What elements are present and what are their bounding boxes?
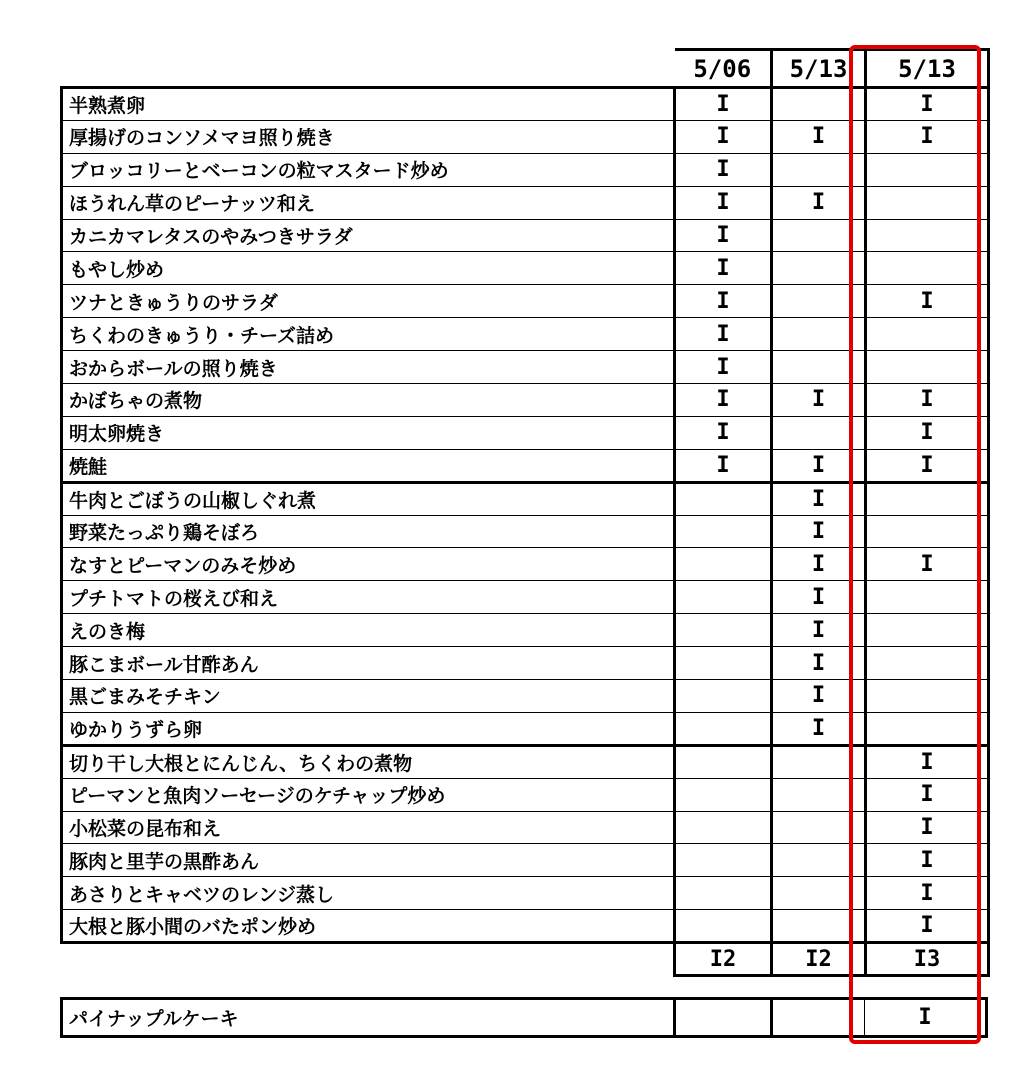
count-cell-2: I [772,647,866,680]
count-cell-1: I [675,252,772,285]
count-cell-2: I [772,614,866,647]
count-cell-2 [772,153,866,186]
item-name: ゆかりうずら卵 [62,712,675,745]
count-cell-3: I [866,778,989,811]
count-cell-2: I [772,384,866,417]
count-cell-2 [772,318,866,351]
count-cell-2 [772,416,866,449]
item-name: 豚肉と里芋の黒酢あん [62,844,675,877]
menu-table [60,48,990,977]
table-row [62,285,989,318]
count-cell-1 [675,614,772,647]
item-name: おからボールの照り焼き [62,351,675,384]
count-cell-1 [675,877,772,910]
table-row [62,778,989,811]
count-cell-1 [675,515,772,548]
count-cell-1 [675,548,772,581]
table-row [62,581,989,614]
count-cell-3 [866,680,989,713]
count-cell-2 [772,778,866,811]
count-cell-1: I [675,384,772,417]
count-cell-1: I [675,88,772,121]
extra-item-cell-1 [675,999,772,1037]
totals-row [62,943,989,976]
count-cell-3 [866,712,989,745]
count-cell-3: I [866,745,989,778]
item-name: カニカマレタスのやみつきサラダ [62,219,675,252]
count-cell-3: I [866,384,989,417]
count-cell-3 [866,614,989,647]
count-cell-2 [772,285,866,318]
extra-item-name: パイナップルケーキ [62,999,675,1037]
count-cell-1 [675,581,772,614]
count-cell-1: I [675,318,772,351]
count-cell-2 [772,811,866,844]
item-name: 野菜たっぷり鶏そぼろ [62,515,675,548]
count-cell-1: I [675,351,772,384]
item-name: ツナときゅうりのサラダ [62,285,675,318]
item-name: 焼鮭 [62,449,675,482]
item-name: 半熟煮卵 [62,88,675,121]
total-cell-2: I2 [772,943,866,976]
count-cell-1 [675,712,772,745]
table-row [62,416,989,449]
item-name: 黒ごまみそチキン [62,680,675,713]
count-cell-1 [675,910,772,943]
count-cell-3: I [866,910,989,943]
count-cell-2 [772,910,866,943]
count-cell-2 [772,877,866,910]
table-row [62,515,989,548]
count-cell-3 [866,252,989,285]
count-cell-1 [675,745,772,778]
item-name: もやし炒め [62,252,675,285]
item-name: 牛肉とごぼうの山椒しぐれ煮 [62,482,675,515]
table-row [62,186,989,219]
table-row [62,384,989,417]
count-cell-3 [866,515,989,548]
column-header-1: 5/06 [675,50,772,88]
item-name: あさりとキャベツのレンジ蒸し [62,877,675,910]
extra-item-cell-2 [772,999,865,1037]
count-cell-1 [675,844,772,877]
table-row [62,680,989,713]
item-name: 厚揚げのコンソメマヨ照り焼き [62,120,675,153]
total-cell-3: I3 [866,943,989,976]
extra-table [60,997,988,1038]
count-cell-1 [675,811,772,844]
count-cell-2 [772,88,866,121]
count-cell-2: I [772,712,866,745]
column-header-2: 5/13 [772,50,866,88]
count-cell-3: I [866,877,989,910]
count-cell-2: I [772,581,866,614]
count-cell-3: I [866,416,989,449]
count-cell-2 [772,219,866,252]
count-cell-3: I [866,88,989,121]
count-cell-2: I [772,680,866,713]
table-row [62,318,989,351]
count-cell-2 [772,252,866,285]
count-cell-3: I [866,449,989,482]
totals-blank [62,943,675,976]
count-cell-2: I [772,120,866,153]
header-row [62,50,989,88]
table-row [62,811,989,844]
table-row [62,614,989,647]
item-name: 明太卵焼き [62,416,675,449]
item-name: ちくわのきゅうり・チーズ詰め [62,318,675,351]
count-cell-2: I [772,186,866,219]
item-name: なすとピーマンのみそ炒め [62,548,675,581]
item-name: プチトマトの桜えび和え [62,581,675,614]
table-row [62,153,989,186]
table-row [62,910,989,943]
table-row [62,219,989,252]
count-cell-3 [866,482,989,515]
table-row [62,252,989,285]
total-cell-1: I2 [675,943,772,976]
count-cell-1: I [675,416,772,449]
count-cell-1: I [675,285,772,318]
count-cell-1 [675,680,772,713]
item-name: 大根と豚小間のバたポン炒め [62,910,675,943]
extra-item-cell-3: I [865,999,987,1037]
count-cell-3 [866,153,989,186]
item-name: 豚こまボール甘酢あん [62,647,675,680]
count-cell-1: I [675,186,772,219]
count-cell-2: I [772,449,866,482]
count-cell-3: I [866,548,989,581]
table-row [62,548,989,581]
count-cell-2 [772,351,866,384]
count-cell-1: I [675,120,772,153]
count-cell-2: I [772,515,866,548]
item-name: えのき梅 [62,614,675,647]
count-cell-3 [866,581,989,614]
table-row [62,877,989,910]
table-row [62,482,989,515]
count-cell-1: I [675,219,772,252]
count-cell-3 [866,318,989,351]
item-name: ほうれん草のピーナッツ和え [62,186,675,219]
item-name: ピーマンと魚肉ソーセージのケチャップ炒め [62,778,675,811]
count-cell-3 [866,351,989,384]
extra-row [62,999,987,1037]
column-header-3: 5/13 [866,50,989,88]
count-cell-3 [866,647,989,680]
count-cell-3: I [866,285,989,318]
count-cell-1 [675,778,772,811]
count-cell-3: I [866,844,989,877]
count-cell-2: I [772,482,866,515]
count-cell-3 [866,186,989,219]
table-row [62,745,989,778]
item-name: ブロッコリーとベーコンの粒マスタード炒め [62,153,675,186]
item-name: かぼちゃの煮物 [62,384,675,417]
count-cell-1 [675,482,772,515]
count-cell-2 [772,844,866,877]
table-row [62,712,989,745]
count-cell-3 [866,219,989,252]
count-cell-3: I [866,120,989,153]
header-blank [62,50,675,88]
count-cell-1: I [675,449,772,482]
count-cell-3: I [866,811,989,844]
table-row [62,88,989,121]
table-row [62,647,989,680]
table-row [62,351,989,384]
table-row [62,844,989,877]
table-row [62,449,989,482]
count-cell-2 [772,745,866,778]
count-cell-1 [675,647,772,680]
table-row [62,120,989,153]
item-name: 切り干し大根とにんじん、ちくわの煮物 [62,745,675,778]
count-cell-2: I [772,548,866,581]
item-name: 小松菜の昆布和え [62,811,675,844]
count-cell-1: I [675,153,772,186]
